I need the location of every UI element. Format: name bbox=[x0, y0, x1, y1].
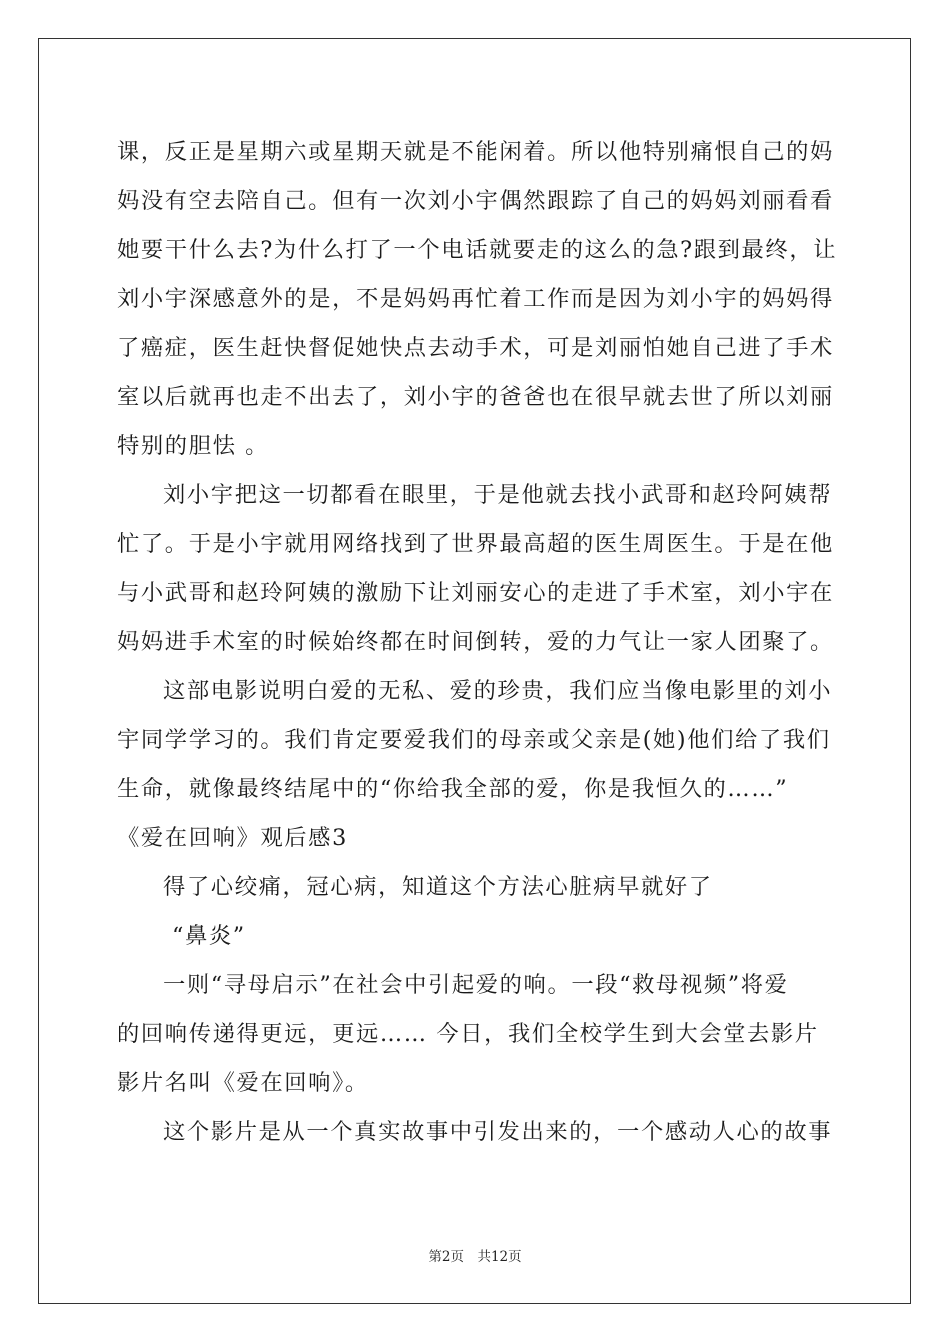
text-line: 这部电影说明白爱的无私、爱的珍贵，我们应当像电影里的刘小 bbox=[163, 678, 833, 704]
text-line: 刘小宇深感意外的是，不是妈妈再忙着工作而是因为刘小宇的妈妈得 bbox=[117, 286, 834, 312]
text-line: 忙了。于是小宇就用网络找到了世界最高超的医生周医生。于是在他 bbox=[117, 531, 834, 557]
text-line: 妈没有空去陪自己。但有一次刘小宇偶然跟踪了自己的妈妈刘丽看看 bbox=[117, 188, 834, 214]
page-number: 第2页 共12页 bbox=[428, 1249, 522, 1265]
text-line: 的回响传递得更远，更远…… 今日，我们全校学生到大会堂去影片 bbox=[117, 1021, 819, 1047]
text-line: 妈妈进手术室的时候始终都在时间倒转，爱的力气让一家人团聚了。 bbox=[117, 629, 834, 655]
text-line: 一则“寻母启示”在社会中引起爱的响。一段“救母视频”将爱 bbox=[163, 972, 789, 998]
text-line: 生命，就像最终结尾中的“你给我全部的爱，你是我恒久的……” bbox=[117, 776, 789, 802]
text-line: 她要干什么去?为什么打了一个电话就要走的这么的急?跟到最终，让 bbox=[117, 237, 838, 263]
text-line: 得了心绞痛，冠心病，知道这个方法心脏病早就好了 bbox=[163, 874, 713, 900]
document-body bbox=[117, 128, 838, 1157]
text-line: 室以后就再也走不出去了，刘小宇的爸爸也在很早就去世了所以刘丽 bbox=[117, 384, 834, 410]
text-line: 宇同学学习的。我们肯定要爱我们的母亲或父亲是(她)他们给了我们 bbox=[117, 727, 831, 753]
text-line: 了癌症，医生赶快督促她快点去动手术，可是刘丽怕她自己进了手术 bbox=[117, 335, 834, 361]
text-line: 课，反正是星期六或星期天就是不能闲着。所以他特别痛恨自己的妈 bbox=[117, 139, 834, 165]
text-line: “鼻炎” bbox=[172, 923, 246, 949]
text-line: 特别的胆怯 。 bbox=[117, 433, 270, 459]
section-heading: 《爱在回响》观后感3 bbox=[117, 825, 348, 851]
text-line: 影片名叫《爱在回响》。 bbox=[117, 1070, 369, 1096]
text-line: 刘小宇把这一切都看在眼里，于是他就去找小武哥和赵玲阿姨帮 bbox=[163, 482, 833, 508]
text-line: 这个影片是从一个真实故事中引发出来的，一个感动人心的故事 bbox=[163, 1119, 833, 1145]
text-line: 与小武哥和赵玲阿姨的激励下让刘丽安心的走进了手术室，刘小宇在 bbox=[117, 580, 834, 606]
